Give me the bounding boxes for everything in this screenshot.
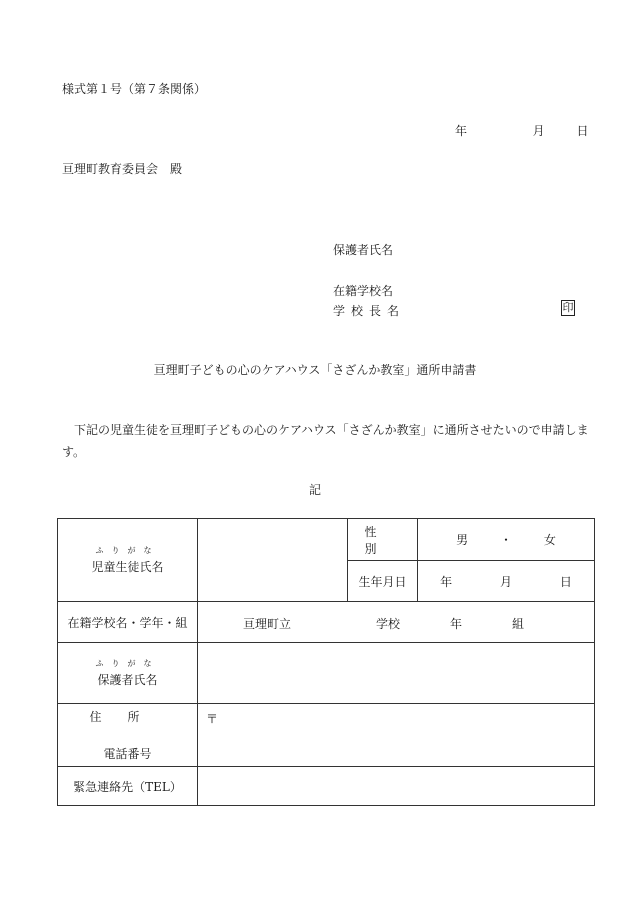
gender-label-cell (348, 519, 418, 561)
address-label-cell (58, 704, 198, 767)
emergency-contact-field[interactable] (198, 767, 595, 806)
guardian-label-cell (58, 643, 198, 704)
gender-male[interactable]: 男 (456, 533, 469, 547)
student-name-label-cell (58, 519, 198, 602)
birthdate-label: 生年月日 (358, 574, 407, 589)
document-title: 亘理町子どもの心のケアハウス「さざんか教室」通所申請書 (153, 363, 477, 377)
birthdate-field[interactable] (418, 561, 595, 602)
birth-month: 月 (499, 574, 512, 589)
address-label: 住所 (89, 710, 166, 724)
application-form-table (57, 518, 595, 806)
gender-separator: ・ (499, 533, 512, 547)
postal-mark: 〒 (206, 712, 219, 726)
emergency-label-cell (58, 767, 198, 806)
school-grade-field[interactable] (198, 602, 595, 643)
addressee: 亘理町教育委員会 殿 (62, 162, 183, 176)
birthdate-label-cell (348, 561, 418, 602)
guardian-name-field[interactable] (198, 643, 595, 704)
gender-label: 性別 (364, 524, 401, 556)
guardian-name-label: 保護者氏名 (333, 243, 394, 257)
student-name-label: 児童生徒氏名 (91, 560, 164, 574)
class-suffix: 組 (512, 617, 525, 631)
seal-mark: 印 (562, 301, 574, 314)
grade-suffix: 年 (450, 617, 463, 631)
guardian-furigana: ふりがな (95, 659, 160, 668)
form-number: 様式第１号（第７条関係） (62, 82, 207, 96)
date-year: 年 (455, 124, 468, 138)
guardian-table-label: 保護者氏名 (97, 673, 158, 687)
student-name-field[interactable] (198, 519, 348, 602)
date-line (455, 122, 589, 139)
date-day: 日 (576, 124, 589, 138)
ki-heading: 記 (308, 483, 321, 497)
address-phone-field[interactable] (198, 704, 595, 767)
phone-label: 電話番号 (103, 747, 152, 761)
school-suffix: 学校 (376, 617, 401, 631)
school-name-label: 在籍学校名 (333, 284, 394, 298)
student-furigana: ふりがな (95, 546, 160, 555)
birth-day: 日 (559, 574, 572, 589)
application-statement-text: 下記の児童生徒を亘理町子どもの心のケアハウス「さざんか教室」に通所させたいので申請します。 (62, 423, 589, 459)
school-grade-label: 在籍学校名・学年・組 (67, 615, 188, 630)
date-month: 月 (532, 124, 545, 138)
gender-female[interactable]: 女 (543, 533, 556, 547)
school-town: 亘理町立 (243, 617, 292, 631)
principal-name-label: 学校長名 (333, 304, 406, 318)
birth-year: 年 (440, 574, 453, 589)
gender-field[interactable] (418, 519, 595, 561)
school-grade-label-cell (58, 602, 198, 643)
application-statement (62, 419, 592, 463)
emergency-label: 緊急連絡先（TEL） (73, 779, 182, 794)
